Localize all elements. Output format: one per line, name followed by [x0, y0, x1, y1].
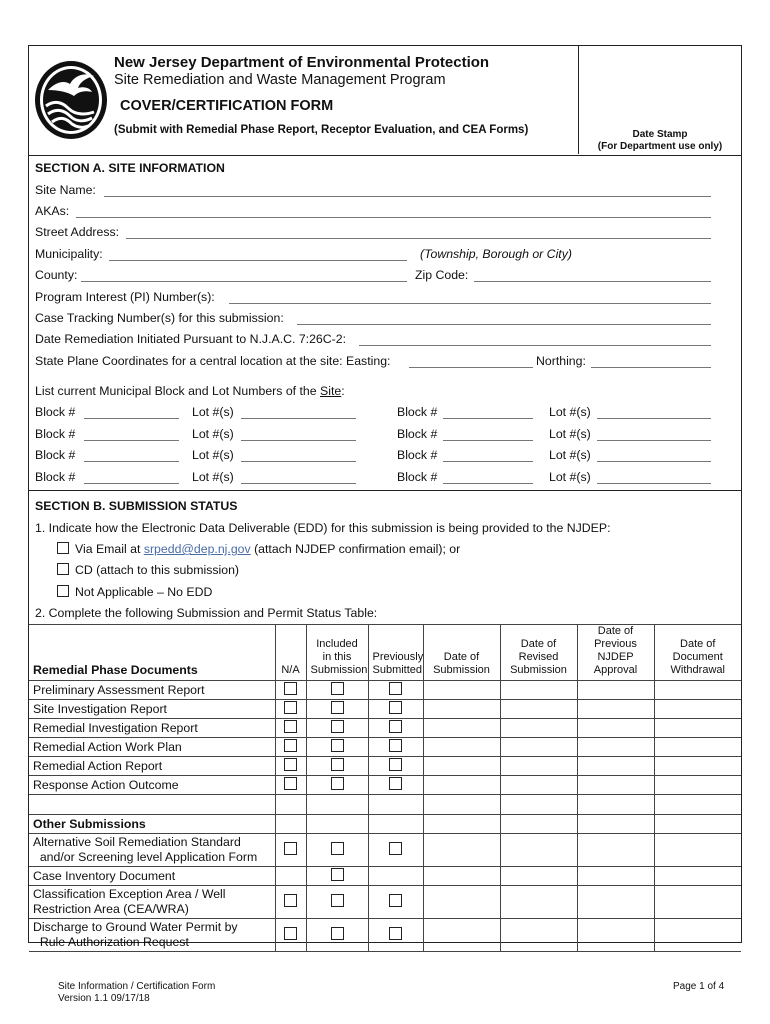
- other-0-date-submission[interactable]: [423, 834, 500, 867]
- document-name-cell: [29, 834, 275, 867]
- remedial-0-na-checkbox[interactable]: [284, 682, 297, 695]
- document-name-cell: [29, 919, 275, 952]
- submission-status-table: [29, 624, 741, 952]
- lot-label-3: Lot #(s): [192, 427, 234, 441]
- remedial-3-na-checkbox[interactable]: [284, 739, 297, 752]
- date-initiated-label: Date Remediation Initiated Pursuant to N.J.A.C. 7:26C-2:: [35, 332, 346, 346]
- other-3-date-revised[interactable]: [500, 919, 577, 952]
- remedial-2-date-revised[interactable]: [500, 719, 577, 738]
- other-0-date-withdrawal[interactable]: [654, 834, 741, 867]
- remedial-0-included-checkbox[interactable]: [331, 682, 344, 695]
- program-title: Site Remediation and Waste Management Program: [114, 72, 446, 88]
- agency-title: New Jersey Department of Environmental Protection: [114, 54, 490, 71]
- header-na: N/A: [275, 625, 306, 681]
- lot-field-5[interactable]: [241, 448, 356, 462]
- header-date-revised: Date of Revised Submission: [500, 625, 577, 681]
- lot-field-6[interactable]: [597, 448, 711, 462]
- northing-label: Northing:: [536, 354, 586, 368]
- other-3-date-previous[interactable]: [577, 919, 654, 952]
- block-field-5[interactable]: [84, 448, 179, 462]
- document-name-cell: Preliminary Assessment Report: [29, 681, 275, 700]
- remedial-2-date-previous[interactable]: [577, 719, 654, 738]
- remedial-1-date-withdrawal[interactable]: [654, 700, 741, 719]
- other-2-date-revised[interactable]: [500, 886, 577, 919]
- remedial-3-previously-checkbox[interactable]: [389, 739, 402, 752]
- document-name-cell: [29, 886, 275, 919]
- other-3-date-withdrawal[interactable]: [654, 919, 741, 952]
- block-field-3[interactable]: [84, 427, 179, 441]
- other-1-included-checkbox[interactable]: [331, 868, 344, 881]
- remedial-3-date-previous[interactable]: [577, 738, 654, 757]
- remedial-4-date-submission[interactable]: [423, 757, 500, 776]
- case-tracking-label: Case Tracking Number(s) for this submission:: [35, 311, 284, 325]
- municipality-label: Municipality:: [35, 247, 103, 261]
- document-name-line1: Discharge to Ground Water Permit by: [33, 920, 238, 934]
- edd-na-checkbox[interactable]: [57, 585, 69, 597]
- remedial-2-included-checkbox[interactable]: [331, 720, 344, 733]
- date-initiated-field[interactable]: [359, 332, 711, 346]
- remedial-4-na-checkbox[interactable]: [284, 758, 297, 771]
- edd-cd-checkbox[interactable]: [57, 563, 69, 575]
- table-row: [29, 867, 741, 886]
- document-name-line2: Restriction Area (CEA/WRA): [33, 902, 189, 916]
- lot-field-3[interactable]: [241, 427, 356, 441]
- lot-label-4: Lot #(s): [549, 427, 591, 441]
- other-0-na-checkbox[interactable]: [284, 842, 297, 855]
- remedial-5-na-checkbox[interactable]: [284, 777, 297, 790]
- remedial-1-na-checkbox[interactable]: [284, 701, 297, 714]
- site-name-label: Site Name:: [35, 183, 96, 197]
- remedial-1-date-revised[interactable]: [500, 700, 577, 719]
- document-name-cell: Site Investigation Report: [29, 700, 275, 719]
- edd-email-suffix: (attach NJDEP confirmation email); or: [250, 542, 461, 556]
- footer-page-number: Page 1 of 4: [673, 981, 725, 992]
- block-label-4: Block #: [397, 427, 438, 441]
- edd-na-option: [57, 584, 212, 600]
- document-name-cell: [29, 867, 275, 886]
- footer-left: [58, 981, 215, 1005]
- county-label: County:: [35, 268, 78, 282]
- lot-label-7: Lot #(s): [192, 470, 234, 484]
- section-divider: [29, 490, 741, 491]
- other-0-included-checkbox[interactable]: [331, 842, 344, 855]
- njdep-logo-icon: [34, 60, 108, 140]
- block-field-1[interactable]: [84, 405, 179, 419]
- document-name-cell: Remedial Action Report: [29, 757, 275, 776]
- table-row: [29, 681, 741, 700]
- remedial-1-date-submission[interactable]: [423, 700, 500, 719]
- section-a-title: SECTION A. SITE INFORMATION: [35, 161, 225, 175]
- lot-field-7[interactable]: [241, 470, 356, 484]
- remedial-0-date-withdrawal[interactable]: [654, 681, 741, 700]
- status-table-instruction: 2. Complete the following Submission and Permit Status Table:: [35, 606, 378, 620]
- form-instructions: (Submit with Remedial Phase Report, Receptor Evaluation, and CEA Forms): [114, 124, 529, 136]
- street-address-label: Street Address:: [35, 225, 120, 239]
- block-lot-site-word: Site: [320, 384, 342, 398]
- other-2-date-submission[interactable]: [423, 886, 500, 919]
- date-stamp-label: Date Stamp: [632, 129, 688, 140]
- table-header-row: [29, 625, 741, 681]
- other-2-date-previous[interactable]: [577, 886, 654, 919]
- remedial-3-date-withdrawal[interactable]: [654, 738, 741, 757]
- edd-email-link[interactable]: srpedd@dep.nj.gov: [143, 542, 251, 556]
- edd-cd-label: CD (attach to this submission): [75, 563, 240, 577]
- edd-na-label: Not Applicable – No EDD: [75, 585, 213, 599]
- easting-field[interactable]: [409, 354, 533, 368]
- block-field-2[interactable]: [443, 405, 533, 419]
- other-0-date-revised[interactable]: [500, 834, 577, 867]
- remedial-docs-body: [29, 681, 741, 795]
- other-1-date-withdrawal[interactable]: [654, 867, 741, 886]
- date-stamp-box: [581, 129, 739, 153]
- header-date-submission: Date of Submission: [423, 625, 500, 681]
- remedial-3-date-submission[interactable]: [423, 738, 500, 757]
- block-label-2: Block #: [397, 405, 438, 419]
- other-2-na-checkbox[interactable]: [284, 894, 297, 907]
- section-b-title: SECTION B. SUBMISSION STATUS: [35, 499, 238, 513]
- county-field[interactable]: [81, 268, 407, 282]
- site-name-field[interactable]: [104, 183, 711, 197]
- other-2-included-checkbox[interactable]: [331, 894, 344, 907]
- lot-label-8: Lot #(s): [549, 470, 591, 484]
- other-3-included-checkbox[interactable]: [331, 927, 344, 940]
- block-label-8: Block #: [397, 470, 438, 484]
- lot-field-1[interactable]: [241, 405, 356, 419]
- remedial-4-date-previous[interactable]: [577, 757, 654, 776]
- remedial-0-date-revised[interactable]: [500, 681, 577, 700]
- table-row: [29, 919, 741, 952]
- remedial-2-previously-checkbox[interactable]: [389, 720, 402, 733]
- block-label-5: Block #: [35, 448, 76, 462]
- other-2-date-withdrawal[interactable]: [654, 886, 741, 919]
- lot-field-4[interactable]: [597, 427, 711, 441]
- header-date-withdrawal: Date of Document Withdrawal: [654, 625, 741, 681]
- block-field-7[interactable]: [84, 470, 179, 484]
- lot-field-8[interactable]: [597, 470, 711, 484]
- header-previously: Previously Submitted: [368, 625, 423, 681]
- table-row: [29, 834, 741, 867]
- header-date-previous: Date of Previous NJDEP Approval: [577, 625, 654, 681]
- akas-label: AKAs:: [35, 204, 70, 218]
- block-field-4[interactable]: [443, 427, 533, 441]
- other-submissions-heading-row: [29, 815, 741, 834]
- remedial-0-date-submission[interactable]: [423, 681, 500, 700]
- other-1-date-previous[interactable]: [577, 867, 654, 886]
- pi-numbers-label: Program Interest (PI) Number(s):: [35, 290, 215, 304]
- table-row: [29, 719, 741, 738]
- table-spacer-row: [29, 795, 741, 815]
- remedial-4-included-checkbox[interactable]: [331, 758, 344, 771]
- document-name-line2: Rule Authorization Request: [33, 935, 189, 949]
- remedial-5-date-revised[interactable]: [500, 776, 577, 795]
- table-row: [29, 700, 741, 719]
- remedial-2-na-checkbox[interactable]: [284, 720, 297, 733]
- other-3-date-submission[interactable]: [423, 919, 500, 952]
- block-lot-intro-text: List current Municipal Block and Lot Numbers of the: [35, 384, 321, 398]
- date-stamp-note: (For Department use only): [597, 141, 723, 152]
- footer-version: Version 1.1 09/17/18: [58, 993, 150, 1004]
- edd-email-checkbox[interactable]: [57, 542, 69, 554]
- block-lot-intro: [35, 383, 345, 399]
- lot-label-1: Lot #(s): [192, 405, 234, 419]
- table-row: [29, 776, 741, 795]
- block-label-1: Block #: [35, 405, 76, 419]
- remedial-4-date-withdrawal[interactable]: [654, 757, 741, 776]
- footer-form-name: Site Information / Certification Form: [58, 981, 216, 992]
- edd-cd-option: [57, 562, 239, 578]
- document-name-cell: Response Action Outcome: [29, 776, 275, 795]
- block-label-6: Block #: [397, 448, 438, 462]
- block-lot-colon: :: [341, 384, 345, 398]
- remedial-2-date-submission[interactable]: [423, 719, 500, 738]
- street-address-field[interactable]: [126, 225, 711, 239]
- header-documents: Remedial Phase Documents: [29, 625, 275, 681]
- document-name-line1: Case Inventory Document: [33, 868, 176, 883]
- remedial-2-date-withdrawal[interactable]: [654, 719, 741, 738]
- remedial-5-previously-checkbox[interactable]: [389, 777, 402, 790]
- remedial-3-included-checkbox[interactable]: [331, 739, 344, 752]
- remedial-1-date-previous[interactable]: [577, 700, 654, 719]
- other-submissions-heading: Other Submissions: [29, 815, 275, 834]
- lot-label-2: Lot #(s): [549, 405, 591, 419]
- northing-field[interactable]: [591, 354, 711, 368]
- remedial-5-included-checkbox[interactable]: [331, 777, 344, 790]
- edd-email-option: [57, 541, 460, 557]
- form-frame: [28, 45, 742, 949]
- form-header: [29, 46, 741, 156]
- document-name-line1: Alternative Soil Remediation Standard: [33, 835, 241, 849]
- edd-instruction: 1. Indicate how the Electronic Data Deliverable (EDD) for this submission is being provided to the NJDEP:: [35, 521, 611, 535]
- remedial-0-previously-checkbox[interactable]: [389, 682, 402, 695]
- header-included: Included in this Submission: [306, 625, 368, 681]
- remedial-4-date-revised[interactable]: [500, 757, 577, 776]
- remedial-1-previously-checkbox[interactable]: [389, 701, 402, 714]
- other-0-previously-checkbox[interactable]: [389, 842, 402, 855]
- pi-numbers-field[interactable]: [229, 290, 711, 304]
- lot-label-5: Lot #(s): [192, 448, 234, 462]
- remedial-4-previously-checkbox[interactable]: [389, 758, 402, 771]
- coordinates-label: State Plane Coordinates for a central location at the site: Easting:: [35, 354, 391, 368]
- edd-email-prefix: Via Email at: [75, 542, 144, 556]
- other-3-na-checkbox[interactable]: [284, 927, 297, 940]
- other-2-previously-checkbox[interactable]: [389, 894, 402, 907]
- other-1-date-revised[interactable]: [500, 867, 577, 886]
- case-tracking-field[interactable]: [297, 311, 711, 325]
- form-title: COVER/CERTIFICATION FORM: [120, 98, 334, 114]
- block-field-8[interactable]: [443, 470, 533, 484]
- lot-field-2[interactable]: [597, 405, 711, 419]
- remedial-1-included-checkbox[interactable]: [331, 701, 344, 714]
- header-divider: [578, 46, 579, 154]
- zip-code-label: Zip Code:: [415, 268, 469, 282]
- remedial-5-date-submission[interactable]: [423, 776, 500, 795]
- document-name-cell: Remedial Action Work Plan: [29, 738, 275, 757]
- other-0-date-previous[interactable]: [577, 834, 654, 867]
- block-field-6[interactable]: [443, 448, 533, 462]
- table-row: [29, 738, 741, 757]
- remedial-3-date-revised[interactable]: [500, 738, 577, 757]
- block-label-7: Block #: [35, 470, 76, 484]
- zip-code-field[interactable]: [474, 268, 711, 282]
- table-row: [29, 757, 741, 776]
- table-row: [29, 886, 741, 919]
- remedial-0-date-previous[interactable]: [577, 681, 654, 700]
- document-name-line2: and/or Screening level Application Form: [33, 850, 258, 864]
- other-1-date-submission[interactable]: [423, 867, 500, 886]
- other-docs-body: [29, 834, 741, 952]
- document-name-cell: Remedial Investigation Report: [29, 719, 275, 738]
- municipality-field[interactable]: [109, 247, 407, 261]
- document-name-line1: Classification Exception Area / Well: [33, 887, 226, 901]
- lot-label-6: Lot #(s): [549, 448, 591, 462]
- other-3-previously-checkbox[interactable]: [389, 927, 402, 940]
- remedial-5-date-withdrawal[interactable]: [654, 776, 741, 795]
- municipality-note: (Township, Borough or City): [420, 247, 572, 261]
- remedial-5-date-previous[interactable]: [577, 776, 654, 795]
- block-label-3: Block #: [35, 427, 76, 441]
- akas-field[interactable]: [76, 204, 711, 218]
